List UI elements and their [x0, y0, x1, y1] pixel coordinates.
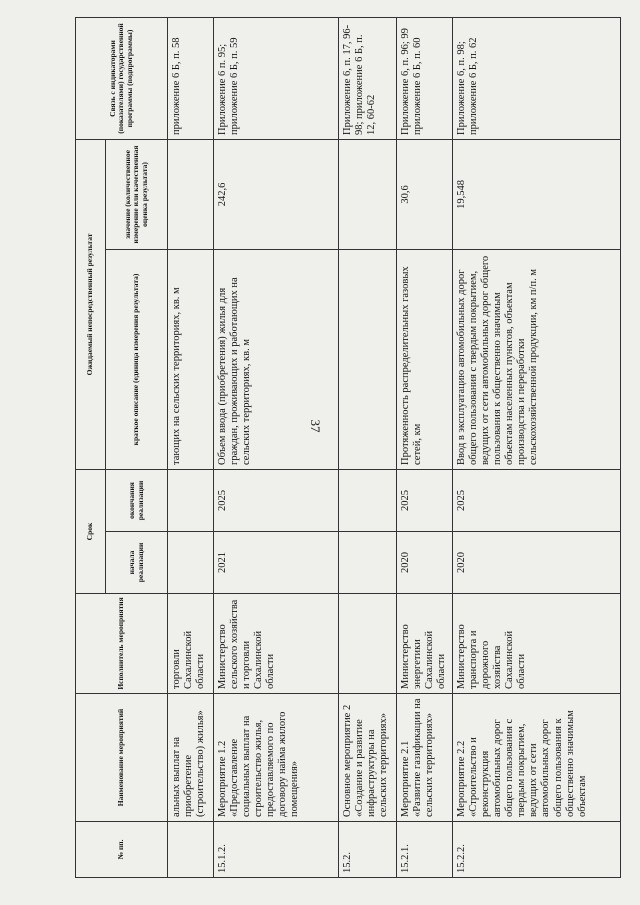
header-row-1 — [76, 17, 106, 877]
rotated-table-container — [75, 18, 620, 878]
header-term: Срок — [76, 469, 106, 593]
table-row — [339, 17, 397, 877]
row-no — [168, 822, 214, 878]
row-no: 15.2.2. — [453, 822, 621, 878]
header-term-start: начала реализации — [106, 532, 168, 594]
header-link: Связь с индикаторами (показателями) государственной программы (подпрограммы) — [76, 17, 168, 139]
row-end — [339, 469, 397, 531]
header-no: № пп. — [76, 822, 168, 878]
row-end: 2025 — [214, 469, 339, 531]
table-row — [168, 17, 214, 877]
row-name: альных выплат на приобретение (строительство) жилья» — [168, 694, 214, 822]
row-link: Приложение 6, п. 96; 99 приложение 6 Б, п. 60 — [397, 17, 453, 139]
row-executor: Министерство энергетики Сахалинской области — [397, 594, 453, 694]
row-link: Приложение 6, п. 98; приложение 6 Б, п. 62 — [453, 17, 621, 139]
header-result-value: значение (количественное измерение или качественная оценка результата) — [106, 139, 168, 249]
row-desc — [339, 249, 397, 469]
page-number: 37 — [308, 419, 323, 433]
row-no: 15.2. — [339, 822, 397, 878]
row-name: Мероприятие 2.2 «Строительство и реконструкция автомобильных дорог общего пользования с твердым покрытием, ведущих от сети автомобильных дорог общего пользования к общественно значимым объектам — [453, 694, 621, 822]
row-executor: Министерство транспорта и дорожного хозяйства Сахалинской области — [453, 594, 621, 694]
table-row — [214, 17, 339, 877]
header-result-desc: краткое описание (единица измерения результата) — [106, 249, 168, 469]
row-start — [339, 532, 397, 594]
row-start: 2020 — [397, 532, 453, 594]
row-executor — [339, 594, 397, 694]
row-value: 19,548 — [453, 139, 621, 249]
header-name: Наименование мероприятий — [76, 694, 168, 822]
row-value — [339, 139, 397, 249]
row-desc: Объем ввода (приобретения) жилья для граждан, проживающих и работающих на сельских территориях, кв. м — [214, 249, 339, 469]
row-start — [168, 532, 214, 594]
row-value: 242,6 — [214, 139, 339, 249]
row-executor: торговли Сахалинской области — [168, 594, 214, 694]
row-no: 15.2.1. — [397, 822, 453, 878]
row-desc: тающих на сельских территориях, кв. м — [168, 249, 214, 469]
header-result: Ожидаемый непосредственный результат — [76, 139, 106, 469]
header-term-end: окончания реализации — [106, 469, 168, 531]
row-link: Приложение 6, п. 17, 96-98; приложение 6 Б, п. 12, 60-62 — [339, 17, 397, 139]
row-end: 2025 — [453, 469, 621, 531]
row-value — [168, 139, 214, 249]
row-value: 30,6 — [397, 139, 453, 249]
row-start: 2020 — [453, 532, 621, 594]
row-desc: Протяженность распределительных газовых сетей, км — [397, 249, 453, 469]
row-name: Основное мероприятие 2 «Создание и развитие инфраструктуры на сельских территориях» — [339, 694, 397, 822]
table-row — [397, 17, 453, 877]
row-end — [168, 469, 214, 531]
row-start: 2021 — [214, 532, 339, 594]
program-measures-table — [75, 17, 621, 878]
row-no: 15.1.2. — [214, 822, 339, 878]
table-row — [453, 17, 621, 877]
row-name: Мероприятие 2.1 «Развитие газификации на сельских территориях» — [397, 694, 453, 822]
row-executor: Министерство сельского хозяйства и торговли Сахалинской области — [214, 594, 339, 694]
row-desc: Ввод в эксплуатацию автомобильных дорог общего пользования с твердым покрытием, ведущих от сети автомобильных дорог общего пользования к общественно значимым объектам населенных пунктов, объектам производства и переработки сельскохозяйственной продукции, км п/п. м — [453, 249, 621, 469]
row-name: Мероприятие 1.2 «Предоставление социальных выплат на строительство жилья, предоставляемого по договору найма жилого помещения» — [214, 694, 339, 822]
row-link: приложение 6 Б, п. 58 — [168, 17, 214, 139]
header-executor: Исполнитель мероприятия — [76, 594, 168, 694]
row-link: Приложение 6 п. 95; приложение 6 Б, п. 59 — [214, 17, 339, 139]
row-end: 2025 — [397, 469, 453, 531]
